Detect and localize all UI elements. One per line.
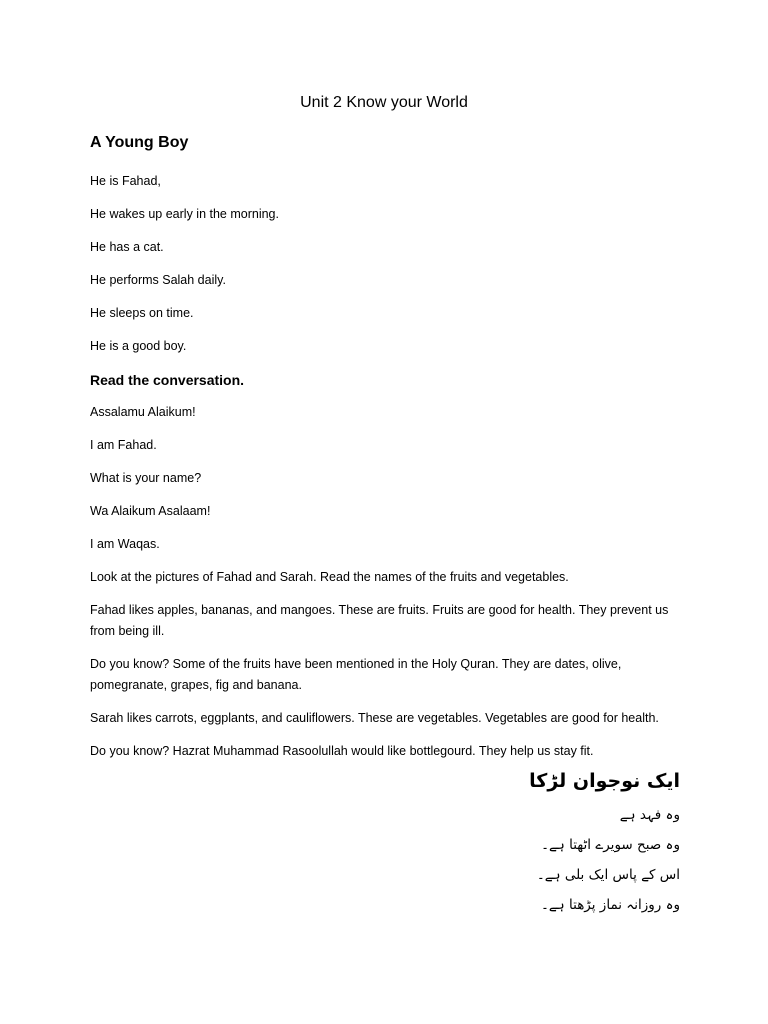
text-line: He is a good boy. [90, 339, 187, 353]
conversation-line: Wa Alaikum Asalaam! [90, 504, 211, 518]
urdu-content [280, 766, 680, 924]
paragraph: Fahad likes apples, bananas, and mangoes. These are fruits. Fruits are good for health. They prevent us from being ill. [90, 603, 669, 638]
urdu-line: وہ صبح سویرے اٹھتا ہے۔ [541, 837, 680, 853]
urdu-line: وہ فہد ہے [619, 807, 680, 823]
text-line: He sleeps on time. [90, 306, 194, 320]
text-line: He wakes up early in the morning. [90, 207, 279, 221]
page-title: Unit 2 Know your World [300, 94, 468, 111]
paragraph: Do you know? Some of the fruits have been mentioned in the Holy Quran. They are dates, olive, pomegranate, grapes, fig and banana. [90, 657, 622, 692]
text-line: He performs Salah daily. [90, 273, 226, 287]
paragraph: Sarah likes carrots, eggplants, and cauliflowers. These are vegetables. Vegetables are good for health. [90, 711, 659, 725]
conversation-line: Assalamu Alaikum! [90, 405, 196, 419]
text-line: He is Fahad, [90, 174, 161, 188]
urdu-line: اس کے پاس ایک بلی ہے۔ [536, 867, 680, 883]
paragraph: Look at the pictures of Fahad and Sarah. Read the names of the fruits and vegetables. [90, 570, 569, 584]
english-content [90, 131, 680, 774]
conversation-line: I am Waqas. [90, 537, 160, 551]
conversation-line: I am Fahad. [90, 438, 157, 452]
urdu-heading: ایک نوجوان لڑکا [529, 770, 680, 792]
paragraph: Do you know? Hazrat Muhammad Rasoolullah would like bottlegourd. They help us stay fit. [90, 744, 594, 758]
urdu-line: وہ روزانہ نماز پڑھتا ہے۔ [540, 897, 680, 913]
section-heading-conversation: Read the conversation. [90, 372, 245, 388]
conversation-line: What is your name? [90, 471, 202, 485]
section-heading-young-boy: A Young Boy [90, 134, 189, 151]
text-line: He has a cat. [90, 240, 164, 254]
